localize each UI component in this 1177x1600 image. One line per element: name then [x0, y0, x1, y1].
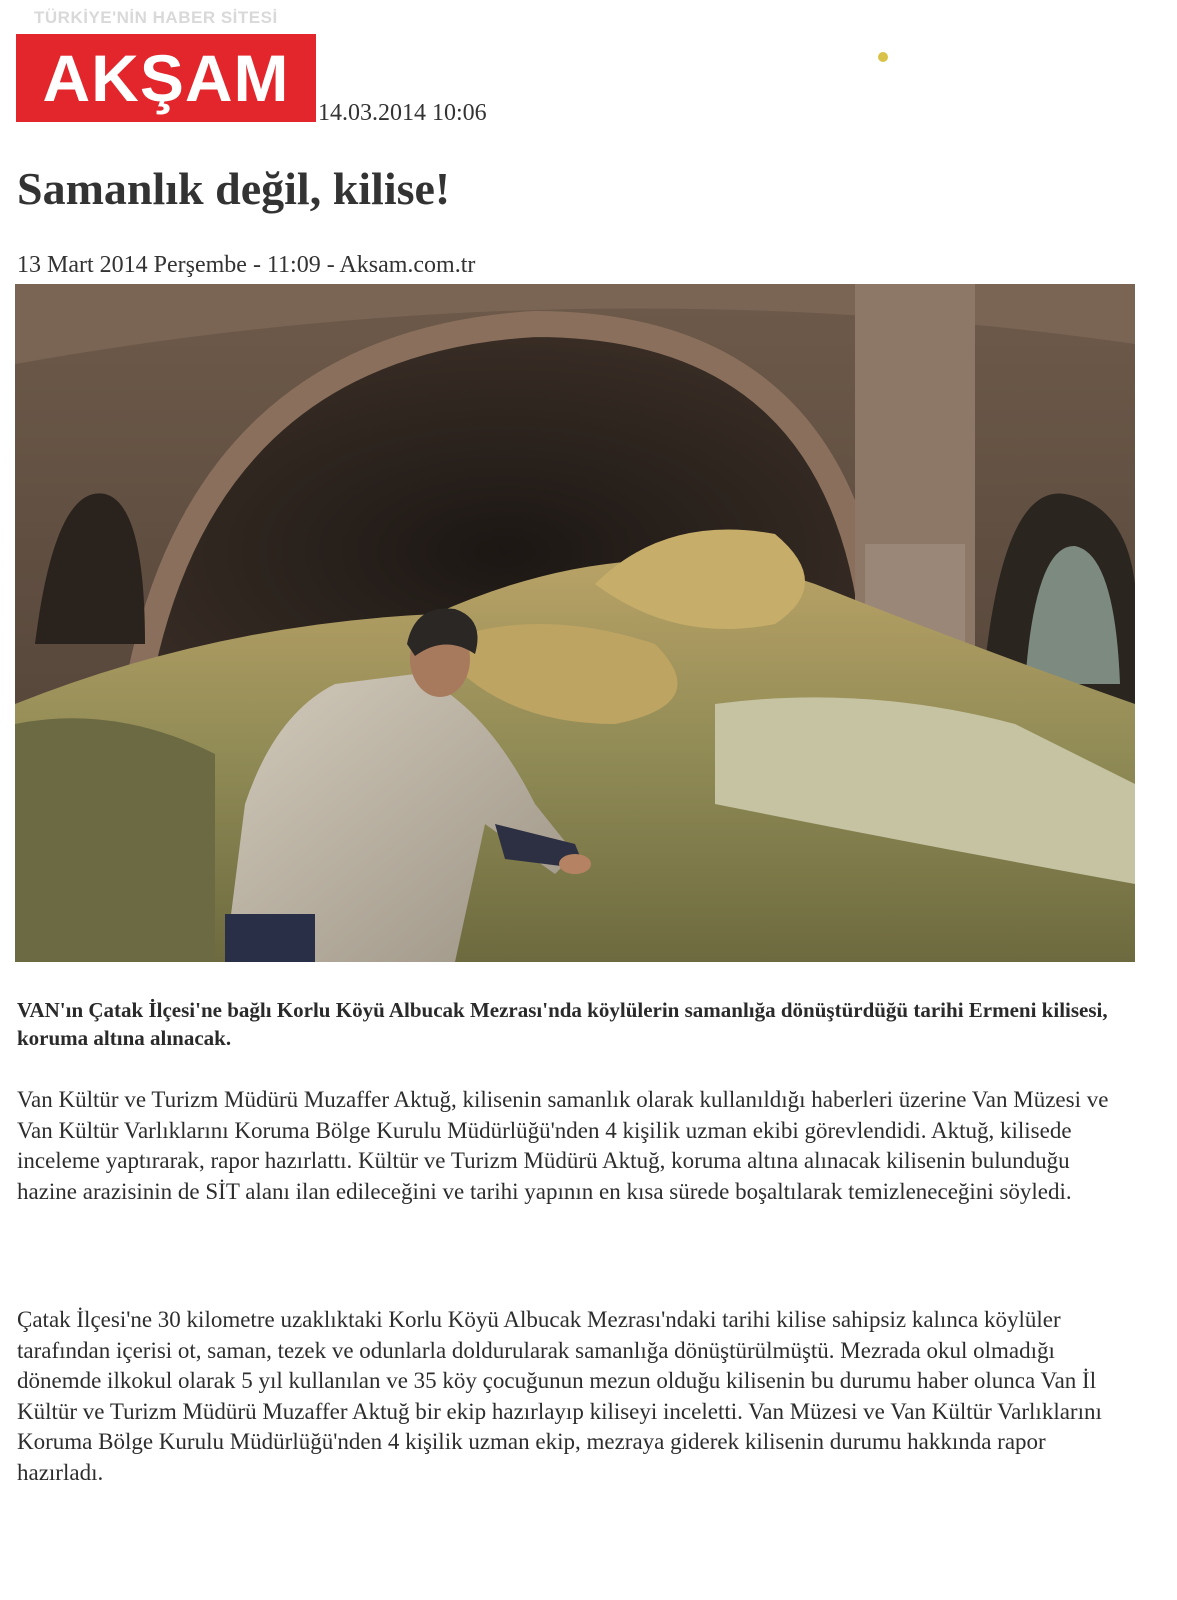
site-tagline: TÜRKİYE'NİN HABER SİTESİ [34, 8, 278, 27]
article-paragraph: Van Kültür ve Turizm Müdürü Muzaffer Aktuğ, kilisenin samanlık olarak kullanıldığı haberleri üzerine Van Müzesi ve Van Kültür Varlıklarını Koruma Bölge Kurulu Müdürlüğü'nden 4 kişilik uzman ekibi görevlendidi. Aktuğ, kilisede inceleme yaptırarak, rapor hazırlattı. Kültür ve Turizm Müdürü Aktuğ, koruma altına alınacak kilisenin bulunduğu hazine arazisinin de SİT alanı ilan edileceğini ve tarihi yapının en kısa sürede boşaltılarak temizleneceğini söyledi. [17, 1087, 1109, 1204]
article-dateline: 13 Mart 2014 Perşembe - 11:09 - Aksam.com.tr [17, 252, 476, 278]
aksam-logo [16, 34, 316, 122]
scan-stain [878, 52, 888, 62]
logo-text: AKŞAM [42, 41, 290, 115]
article-lead: VAN'ın Çatak İlçesi'ne bağlı Korlu Köyü Albucak Mezrası'nda köylülerin samanlığa dönüştürdüğü tarihi Ermeni kilisesi, koruma altına alınacak. [17, 998, 1108, 1050]
article-photo [15, 284, 1135, 962]
article-paragraph: Çatak İlçesi'ne 30 kilometre uzaklıktaki Korlu Köyü Albucak Mezrası'ndaki tarihi kilise sahipsiz kalınca köylüler tarafından içerisi ot, saman, tezek ve odunlarla doldurularak samanlığa dönüştürülmüştü. Mezrada okul olmadığı dönemde ilkokul olarak 5 yıl kullanılan ve 35 köy çocuğunun mezun olduğu kilisenin bu durumu haber olunca Van İl Kültür ve Turizm Müdürü Muzaffer Aktuğ bir ekip hazırlayıp kiliseyi inceletti. Van Müzesi ve Van Kültür Varlıklarını Koruma Bölge Kurulu Müdürlüğü'nden 4 kişilik uzman ekip, mezraya giderek kilisenin durumu hakkında rapor hazırladı. [17, 1307, 1102, 1485]
clip-timestamp: 14.03.2014 10:06 [318, 100, 487, 126]
church-hay-photo-illustration [15, 284, 1135, 962]
article-headline: Samanlık değil, kilise! [17, 163, 451, 214]
